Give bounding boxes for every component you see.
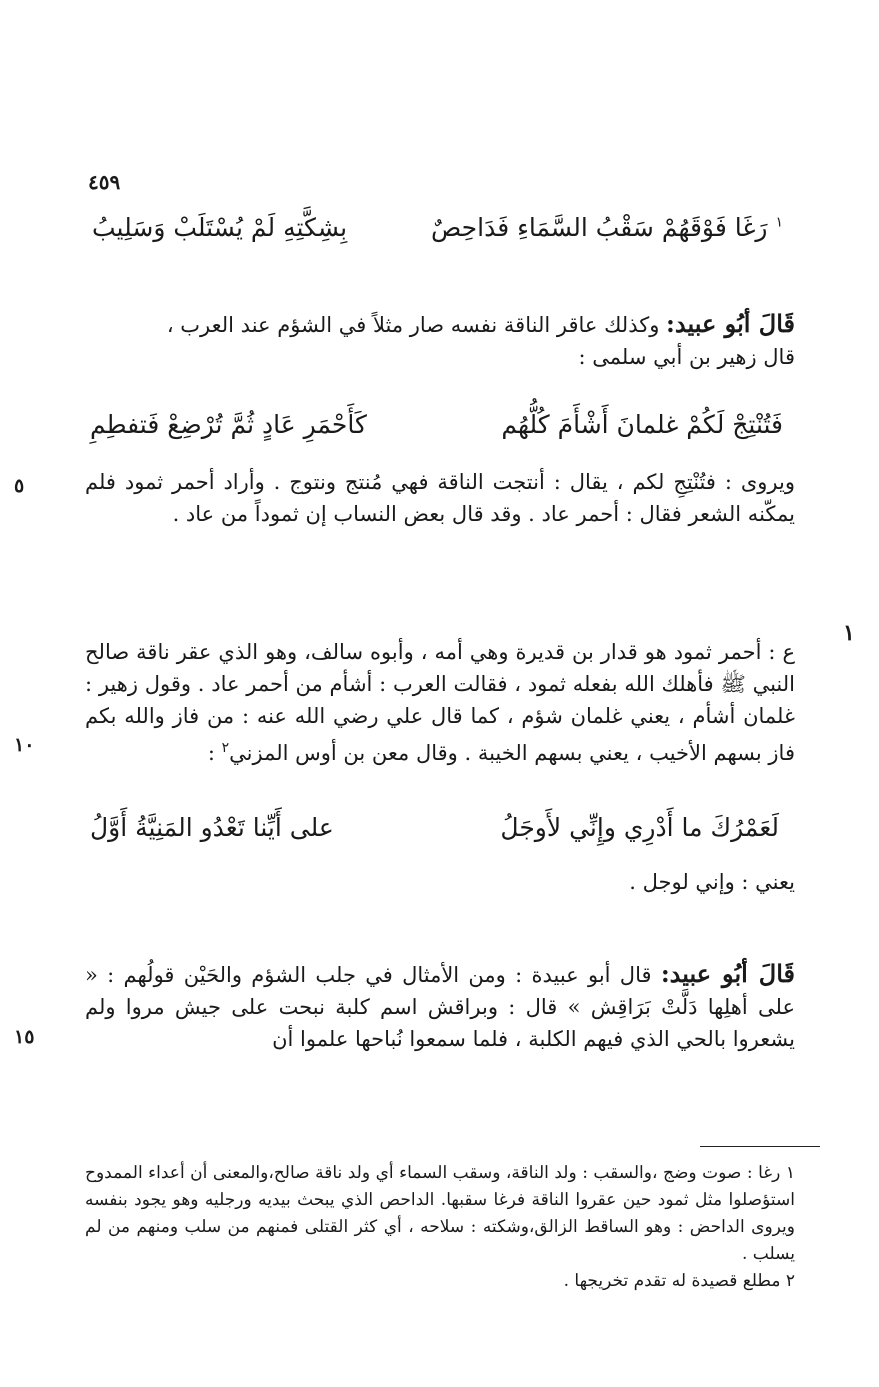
line-number-15: ١٥ xyxy=(14,1026,35,1048)
footnotes-block xyxy=(85,1160,795,1295)
margin-marker: ١ xyxy=(843,620,855,646)
section1b-paragraph: ويروى : فتُنْتِجِ لكم ، يقال : أنتجت الناقة فهي مُنتج ونتوج . وأراد أحمر ثمود فلم يمكّنه الشعر فقال : أحمر عاد . وقد قال بعض النساب إن ثموداً من عاد . xyxy=(85,470,795,526)
section2b-line: يعني : وإني لوجل . xyxy=(629,870,795,894)
section2-text: ع : أحمر ثمود هو قدار بن قديرة وهي أمه ، وأبوه سالف، وهو الذي عقر ناقة صالح النبي ﷺ فأهلك الله بفعله ثمود ، فقالت العرب : أشأم من أحمر عاد . وقول زهير : غلمان أشأم ، يعني غلمان شؤم ، كما قال علي رضي الله عنه : من فاز والله بكم فاز بسهم الأخيب ، يعني بسهم الخيبة . وقال معن بن أوس المزني xyxy=(85,640,795,765)
verse1-first-hemistich xyxy=(431,215,783,240)
footnote-rule xyxy=(700,1146,820,1147)
verse1-right-text: رَغَا فَوْقَهُمْ سَقْبُ السَّمَاءِ فَدَاحِصٌ xyxy=(431,213,768,242)
section2-paragraph xyxy=(85,636,795,769)
line-number-10: ١٠ xyxy=(14,734,35,756)
verse2-second-hemistich: كَأَحْمَرِ عَادٍ ثُمَّ تُرْضِعْ فَتفطِمِ xyxy=(90,410,367,439)
section1-line2: قال زهير بن أبي سلمى : xyxy=(578,345,795,369)
page-number: ٤٥٩ xyxy=(88,170,121,194)
verse2-first-hemistich: فَتُنْتِجْ لَكُمْ غلمانَ أَشْأَمَ كُلُّهُم xyxy=(501,410,783,439)
section1-line1: وكذلك عاقر الناقة نفسه صار مثلاً في الشؤم عند العرب ، xyxy=(166,313,660,337)
footnote-mark-2: ٢ xyxy=(221,740,230,756)
line-number-5: ٥ xyxy=(14,475,25,497)
footnote-mark: ١ xyxy=(775,214,783,231)
footnote-1: ١ رغا : صوت وضج ،والسقب : ولد الناقة، وسقب السماء أي ولد ناقة صالح،والمعنى أن أعداء الممدوح استؤصلوا مثل ثمود حين عقروا الناقة فرغا سقبها. الداحص الذي يبحث بيديه ورجليه وهو يجود بنفسه ويروى الداحض : وهو الساقط الزالق،وشكته : سلاحه ، أي كثر القتلى فمنهم من سلب ومنهم من لم يسلب . xyxy=(85,1163,795,1264)
verse3-first-hemistich: لَعَمْرُكَ ما أَدْرِي وإِنِّي لأَوجَلُ xyxy=(500,813,779,842)
section3-paragraph xyxy=(85,958,795,1055)
section1-paragraph xyxy=(85,308,795,373)
speaker-abu-ubayd-2: قَالَ أبُو عبيد: xyxy=(660,959,795,988)
section3-text: قال أبو عبيدة : ومن الأمثال في جلب الشؤم والحَيْن قولُهم : « على أهلِها دَلَّتْ بَرَاقِش » قال : وبراقش اسم كلبة نبحت على جيش مروا ولم يشعروا بالحي الذي فيهم الكلبة ، فلما سمعوا نُباحها علموا أن xyxy=(85,963,795,1051)
footnote-2: ٢ مطلع قصيدة له تقدم تخريجها . xyxy=(563,1271,795,1291)
verse1-second-hemistich: بِشِكَّتِهِ لَمْ يُسْتَلَبْ وَسَلِيبُ xyxy=(92,213,348,242)
verse3-second-hemistich: على أَيِّنا تَعْدُو المَنِيَّةُ أَوَّلُ xyxy=(90,813,334,842)
section2-tail: : xyxy=(207,741,222,765)
speaker-abu-ubayd: قَالَ أبُو عبيد: xyxy=(666,309,795,338)
